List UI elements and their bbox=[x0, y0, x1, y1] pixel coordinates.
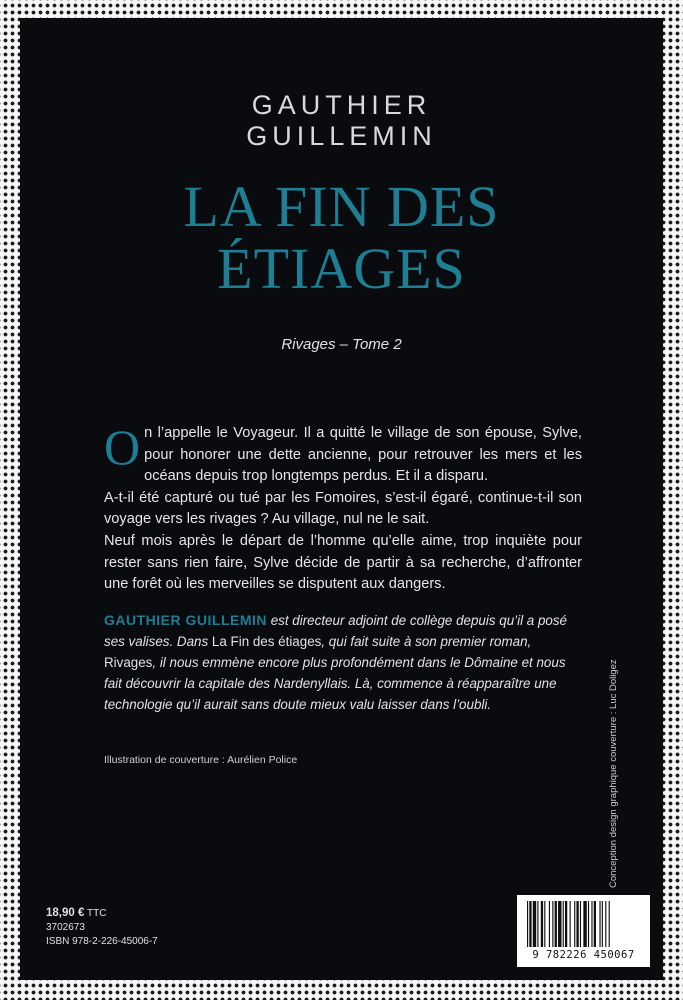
synopsis-paragraph-1 bbox=[104, 419, 582, 488]
bio-text-1: est directeur adjoint de collège depuis qu’il a posé ses valises. Dans bbox=[104, 613, 567, 649]
back-cover-panel bbox=[20, 18, 663, 980]
bio-book-title-1: La Fin des étiages bbox=[211, 634, 322, 649]
design-credit: Conception design graphique couverture : Luc Doligez bbox=[608, 659, 619, 888]
synopsis-paragraph-2: A-t-il été capturé ou tué par les Fomoires, s’est-il égaré, continue-t-il son voyage vers les rivages ? Au village, nul ne le sait. bbox=[104, 489, 582, 528]
drop-cap: O bbox=[104, 419, 141, 475]
book-title bbox=[20, 176, 663, 300]
barcode-bars-icon bbox=[527, 901, 640, 947]
title-line-1: LA FIN DES bbox=[183, 174, 500, 239]
synopsis bbox=[104, 419, 582, 596]
series-subtitle: Rivages – Tome 2 bbox=[281, 336, 402, 353]
author-bio bbox=[104, 610, 582, 715]
isbn: ISBN 978-2-226-45006-7 bbox=[46, 936, 158, 947]
bio-author-name: GAUTHIER GUILLEMIN bbox=[104, 612, 267, 628]
barcode-number: 9 782226 450067 bbox=[532, 949, 635, 961]
author-last-name: GUILLEMIN bbox=[246, 121, 437, 151]
price-suffix: TTC bbox=[84, 908, 107, 919]
bio-text-3: , il nous emmène encore plus profondément dans le Dômaine et nous fait découvrir la capitale des Nardenyllais. Là, commence à réapparaître une technologie qu’il aurait sans doute mieux valu laisser dans l’oubli. bbox=[104, 655, 566, 712]
author-first-name: GAUTHIER bbox=[251, 90, 432, 120]
price bbox=[46, 906, 158, 921]
bio-text-2: , qui fait suite à son premier roman, bbox=[321, 634, 532, 649]
barcode bbox=[517, 895, 650, 967]
author-name bbox=[20, 90, 663, 152]
synopsis-text-1: n l’appelle le Voyageur. Il a quitté le village de son épouse, Sylve, pour honorer une dette ancienne, pour retrouver les mers et les océans depuis trop longtemps perdus. Et il a disparu. bbox=[144, 425, 582, 485]
price-amount: 18,90 € bbox=[46, 907, 85, 919]
product-code: 3702673 bbox=[46, 922, 85, 933]
illustration-credit: Illustration de couverture : Aurélien Police bbox=[104, 754, 298, 766]
price-block bbox=[46, 906, 158, 949]
synopsis-paragraph-3: Neuf mois après le départ de l’homme qu’elle aime, trop inquiète pour rester sans rien faire, Sylve décide de partir à sa recherche, d’affronter une forêt où les merveilles se disputent aux dangers. bbox=[104, 532, 582, 593]
title-line-2: ÉTIAGES bbox=[217, 236, 466, 301]
bio-book-title-2: Rivages bbox=[104, 655, 153, 670]
